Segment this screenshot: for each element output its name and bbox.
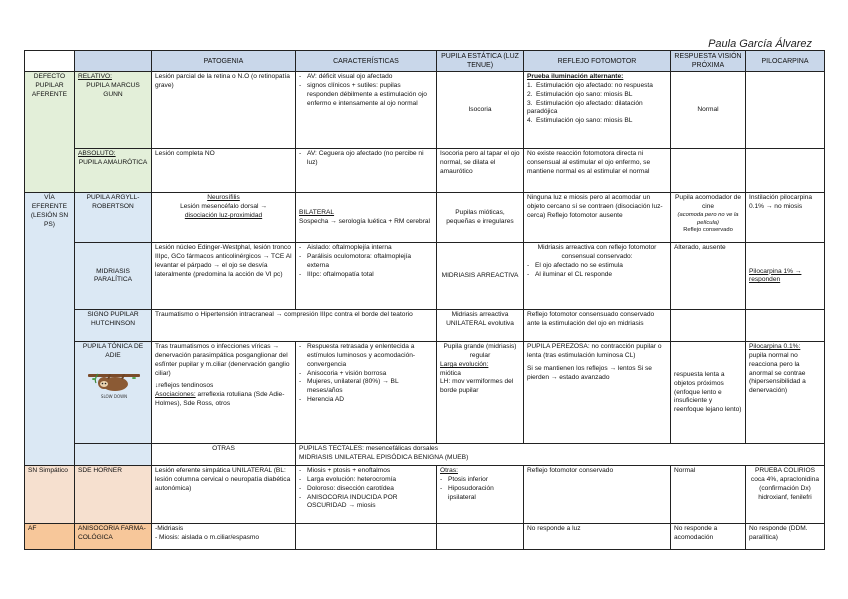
list-item: - Anisocoria + visión borrosa xyxy=(299,370,433,379)
cell-pilocarpina: Pilocarpina 1% → responden xyxy=(746,243,825,310)
cell-pilocarpina xyxy=(746,72,825,149)
list-item: - AV: Ceguera ojo afectado (no percibe ni luz) xyxy=(299,150,433,167)
list-item: - Respuesta retrasada y enlentecida a estímulos luminosos y acomodación-convergencia xyxy=(299,343,433,369)
cell-patogenia: Lesión completa NO xyxy=(152,149,296,193)
cell-caracteristicas: BILATERAL Sospecha → serología luética + RM cerebral xyxy=(296,193,437,243)
cell-pilocarpina: PRUEBA COLIRIOS coca 4%, apraclonidina (confirmación Dx) hidroxianf, fenilefri xyxy=(746,466,825,524)
cell-reflejo: Reflejo fotomotor consensuado conservado ante la estimulación del ojo en midriasis xyxy=(524,310,671,342)
row-name: SIGNO PUPILAR HUTCHINSON xyxy=(75,310,152,342)
cell-pilocarpina xyxy=(746,310,825,342)
list-item: - ANISOCORIA INDUCIDA POR OSCURIDAD → miosis xyxy=(299,494,433,511)
list-item: 3. Estimulación ojo afectado: dilatación paradójica xyxy=(527,99,643,116)
cell-estatica: Isocoria pero al tapar el ojo normal, se dilata el amaurótico xyxy=(437,149,524,193)
list-item: - Larga evolución: heterocromía xyxy=(299,476,433,485)
list-item: - Doloroso: disección carotídea xyxy=(299,485,433,494)
cell-patogenia: Tras traumatismos o infecciones víricas → denervación parasimpática posganglionar del esfínter pupilar y m.ciliar (denervación ganglio ciliar) ↓reflejos tendinosos Asociaciones: arreflexia rotuliana (Sde Adie-Holmes), Sde Ross, otros xyxy=(152,342,296,444)
row-name: PUPILA ARGYLL-ROBERTSON xyxy=(75,193,152,243)
cell-reflejo: No responde a luz xyxy=(524,524,671,550)
list-item: - AV: déficit visual ojo afectado xyxy=(299,73,433,82)
cell-proxima xyxy=(671,310,746,342)
author-name: Paula García Álvarez xyxy=(708,38,812,50)
cell-estatica: Pupilas mióticas, pequeñas e irregulares xyxy=(437,193,524,243)
cell-caracteristicas xyxy=(296,72,437,149)
row-name: ABSOLUTO: PUPILA AMAURÓTICA xyxy=(75,149,152,193)
header-caracteristicas: CARACTERÍSTICAS xyxy=(296,51,437,72)
header-row xyxy=(25,51,825,72)
list-item: - El ojo afectado no se estimula xyxy=(527,262,667,271)
cell-pilocarpina: Pilocarpina 0.1%: pupila normal no reacciona pero la anormal se contrae (hipersensibilidad a denervación) xyxy=(746,342,825,444)
list-item: - Aislado: oftalmoplejía interna xyxy=(299,244,433,253)
pupil-table xyxy=(24,50,825,550)
header-cell xyxy=(75,51,152,72)
list-item: - signos clínicos + sutiles: pupilas responden débilmente a estimulación ojo enfermo e intensamente al ojo normal xyxy=(299,82,433,108)
cell-reflejo: Reflejo fotomotor conservado xyxy=(524,466,671,524)
cell-reflejo: No existe reacción fotomotora directa ni consensual al estimular el ojo enfermo, se mantiene normal es al estimular el normal xyxy=(524,149,671,193)
row-name: RELATIVO: PUPILA MARCUS GUNN xyxy=(75,72,152,149)
row-name: ANISOCORIA FARMA-COLÓGICA xyxy=(75,524,152,550)
cell-patogenia: Lesión parcial de la retina o N.O (o retinopatía grave) xyxy=(152,72,296,149)
cell-pilocarpina: No responde (DDM. paralítica) xyxy=(746,524,825,550)
cell-patogenia: -Midriasis - Miosis: aislada o m.ciliar/espasmo xyxy=(152,524,296,550)
list-item: 1. Estimulación ojo afectado: no respuesta xyxy=(527,82,653,90)
header-patogenia: PATOGENIA xyxy=(152,51,296,72)
sloth-caption: SLOW DOWN xyxy=(100,393,128,399)
header-pupila-estatica: PUPILA ESTÁTICA (LUZ TENUE) xyxy=(437,51,524,72)
row-name: SDE HORNER xyxy=(75,466,152,524)
list-item: - Miosis + ptosis + enoftalmos xyxy=(299,467,433,476)
cell-otras: PUPILAS TECTALES: mesencefálicas dorsales MIDRIASIS UNILATERAL EPISÓDICA BENIGNA (MUEB) xyxy=(296,444,825,466)
list-item: 2. Estimulación ojo sano: miosis BL xyxy=(527,90,633,98)
cell-patogenia: Neurosífilis Lesión mesencéfalo dorsal → disociación luz-proximidad xyxy=(152,193,296,243)
cell-patogenia: Lesión núcleo Edinger-Westphal, lesión tronco IIIpc, GCo fármacos anticolinérgicos → TCE Al levantar el párpado → el ojo se desvía lateralmente (predomina la acción de VI pc) xyxy=(152,243,296,310)
cell-proxima: Normal xyxy=(671,72,746,149)
cell-proxima xyxy=(671,149,746,193)
cell-patogenia: Lesión eferente simpática UNILATERAL (BL: lesión columna cervical o neuropatía diabética autonómica) xyxy=(152,466,296,524)
table-row xyxy=(25,72,825,149)
cell-caracteristicas xyxy=(296,342,437,444)
list-item: - Mujeres, unilateral (80%) → BL meses/años xyxy=(299,378,433,395)
list-item: - IIIpc: oftalmopatía total xyxy=(299,271,433,280)
list-item: - Ptosis inferior xyxy=(440,476,520,485)
cell-estatica: Pupila grande (midriasis) regular Larga evolución: miótica LH: mov vermiformes del borde pupilar xyxy=(437,342,524,444)
row-name: OTRAS xyxy=(152,444,296,466)
table-row xyxy=(25,466,825,524)
table-row xyxy=(25,310,825,342)
cell-proxima: Pupila acomodador de cine (acomoda pero no ve la película) Reflejo conservado xyxy=(671,193,746,243)
group-af: AF xyxy=(25,524,75,550)
cell-reflejo: Ninguna luz e miosis pero al acomodar un objeto cercano sí se contraen (disociación luz-cerca) Reflejo fotomotor ausente xyxy=(524,193,671,243)
cell-estatica: Otras: - Ptosis inferior - Hiposudoración ipsilateral xyxy=(437,466,524,524)
sloth-illustration xyxy=(86,365,142,401)
table-row xyxy=(25,342,825,444)
cell-pilocarpina: Instilación pilocarpina 0.1% → no miosis xyxy=(746,193,825,243)
table-row xyxy=(25,193,825,243)
cell-proxima: No responde a acomodación xyxy=(671,524,746,550)
table-row xyxy=(25,243,825,310)
cell-proxima: respuesta lenta a objetos próximos (enfoque lento e insuficiente y reenfoque lejano lento) xyxy=(671,342,746,444)
header-pilocarpina: PILOCARPINA xyxy=(746,51,825,72)
group-aferente: DEFECTO PUPILAR AFERENTE xyxy=(25,72,75,193)
list-item: - Herencia AD xyxy=(299,396,433,405)
cell-patogenia: Traumatismo o Hipertensión intracraneal → compresión IIIpc contra el borde del teatorio xyxy=(152,310,437,342)
cell-proxima: Normal xyxy=(671,466,746,524)
cell-proxima: Alterado, ausente xyxy=(671,243,746,310)
cell-caracteristicas xyxy=(296,524,437,550)
header-cell xyxy=(25,51,75,72)
table-row xyxy=(25,524,825,550)
cell-estatica: Midriasis arreactiva UNILATERAL evolutiva xyxy=(437,310,524,342)
list-item: - Al iluminar el CL responde xyxy=(527,271,667,280)
header-vision-proxima: RESPUESTA VISIÓN PRÓXIMA xyxy=(671,51,746,72)
list-item: 4. Estimulación ojo sano: miosis BL xyxy=(527,116,633,124)
cell-reflejo: Midriasis arreactiva con reflejo fotomotor consensual conservado: - El ojo afectado no se estimula - Al iluminar el CL responde xyxy=(524,243,671,310)
group-simpatico: SN Simpático xyxy=(25,466,75,524)
cell-pilocarpina xyxy=(746,149,825,193)
cell-reflejo: Prueba iluminación alternante: 1. Estimulación ojo afectado: no respuesta 2. Estimulación ojo sano: miosis BL 3. Estimulación ojo afectado: dilatación paradójica 4. Estimulación ojo sano: miosis BL xyxy=(524,72,671,149)
list-item: - Parálisis oculomotora: oftalmoplejía externa xyxy=(299,253,433,270)
row-name: PUPILA TÓNICA DE ADIE SLOW DOWN xyxy=(75,342,152,444)
group-cell xyxy=(75,444,152,466)
table-row xyxy=(25,149,825,193)
row-name: MIDRIASIS PARALÍTICA xyxy=(75,243,152,310)
cell-estatica xyxy=(437,524,524,550)
cell-estatica: Isocoria xyxy=(437,72,524,149)
cell-caracteristicas xyxy=(296,243,437,310)
cell-caracteristicas xyxy=(296,149,437,193)
group-eferente: VÍA EFERENTE (LESIÓN SN PS) xyxy=(25,193,75,466)
cell-caracteristicas xyxy=(296,466,437,524)
cell-estatica: MIDRIASIS ARREACTIVA xyxy=(437,243,524,310)
header-reflejo: REFLEJO FOTOMOTOR xyxy=(524,51,671,72)
table-row xyxy=(25,444,825,466)
cell-reflejo: PUPILA PEREZOSA: no contracción pupilar o lenta (tras estimulación luminosa CL) Si se mantienen los reflejos → lentos Si se pierden → estado avanzado xyxy=(524,342,671,444)
list-item: - Hiposudoración ipsilateral xyxy=(440,485,520,502)
